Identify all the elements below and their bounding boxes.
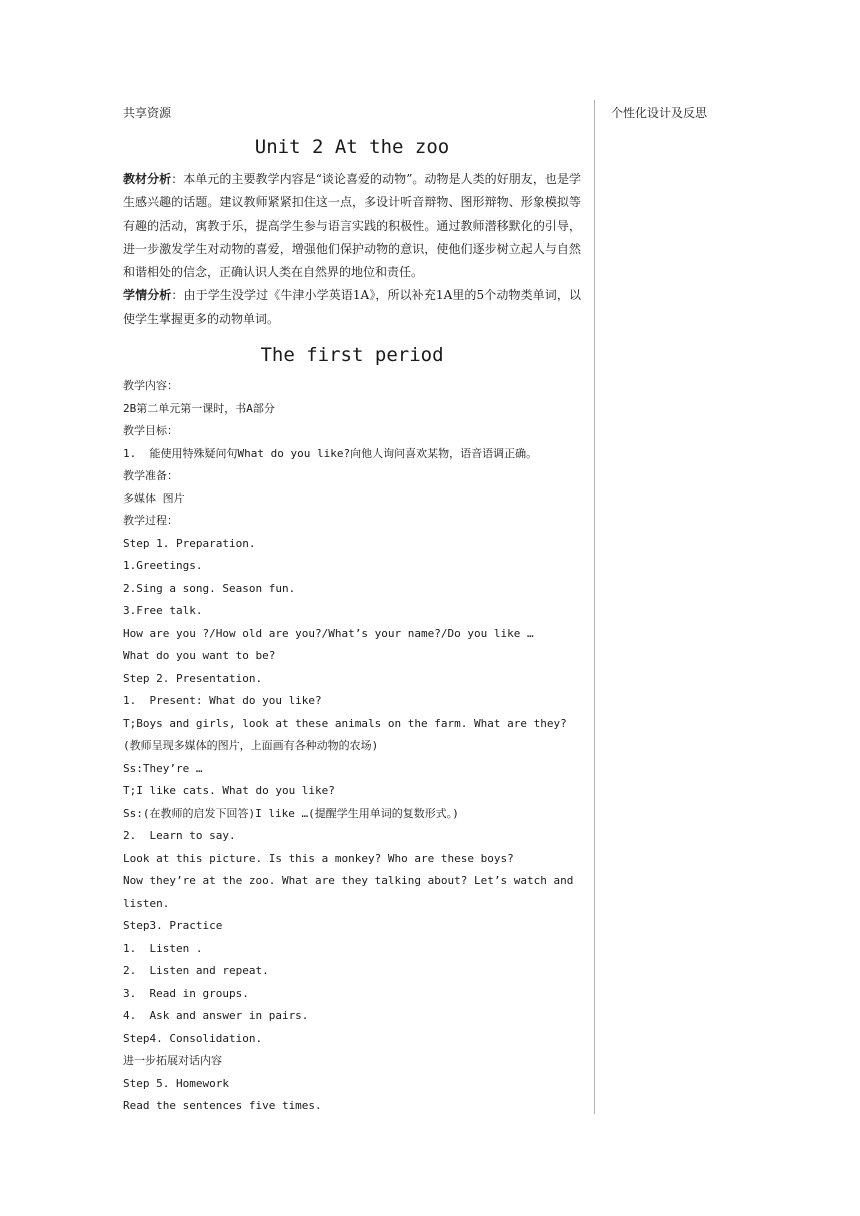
content-line: 2.Sing a song. Season fun. [123,581,296,595]
content-line: 2. Learn to say. [123,829,236,843]
content-line: 进一步拓展对话内容 [123,1054,222,1068]
content-line: 1. 能使用特殊疑问句What do you like?向他人询问喜欢某物，语音语调正确。 [123,446,538,460]
content-line: 教学准备： [123,469,178,483]
lesson-plan-column [123,104,581,1118]
content-line: What do you want to be? [123,649,276,663]
content-line: listen. [123,896,170,910]
content-line: Step 2. Presentation. [123,671,263,685]
students-analysis-text: ：由于学生没学过《牛津小学英语1A》，所以补充1A里的5个动物类单词，以使学生掌握更多的动物单词。 [123,288,581,326]
content-line: 3. Read in groups. [123,986,249,1000]
content-line: 1. Listen . [123,941,203,955]
content-line: Step3. Practice [123,919,223,933]
content-line: 教学目标： [123,424,178,438]
content-line: How are you ?/How old are you?/What’s your name?/Do you like … [123,626,534,640]
content-line: T;Boys and girls, look at these animals on the farm. What are they? [123,716,567,730]
content-line: 2B第二单元第一课时，书A部分 [123,401,275,415]
column-divider [594,100,595,1114]
content-line: Step4. Consolidation. [123,1031,263,1045]
content-line: Now they’re at the zoo. What are they talking about? Let’s watch and [123,874,574,888]
content-line: 1. Present: What do you like? [123,694,322,708]
lesson-content-lines [123,375,581,1118]
students-analysis-label: 学情分析 [123,288,172,303]
content-line: Look at this picture. Is this a monkey? Who are these boys? [123,851,514,865]
content-line: Ss:They’re … [123,761,203,775]
content-line: Read the sentences five times. [123,1099,322,1113]
content-line: 1.Greetings. [123,559,203,573]
content-line: Step 5. Homework [123,1076,229,1090]
content-line: 教学内容： [123,379,178,393]
materials-analysis [123,168,581,284]
content-line: 多媒体 图片 [123,491,185,505]
content-line: (教师呈现多媒体的图片，上面画有各种动物的农场) [123,739,379,753]
unit-title: Unit 2 At the zoo [254,136,450,158]
materials-analysis-label: 教材分析 [123,172,172,186]
content-line: Step 1. Preparation. [123,536,256,550]
content-line: 2. Listen and repeat. [123,964,269,978]
shared-resource-header: 共享资源 [123,106,172,120]
period-title: The first period [260,344,444,367]
content-line: 教学过程： [123,514,178,528]
students-analysis [123,284,581,331]
reflection-column-header: 个性化设计及反思 [611,106,708,120]
content-line: T;I like cats. What do you like? [123,784,335,798]
content-line: 3.Free talk. [123,604,203,618]
content-line: 4. Ask and answer in pairs. [123,1009,309,1023]
materials-analysis-text: ：本单元的主要教学内容是“谈论喜爱的动物”。动物是人类的好朋友，也是学生感兴趣的话题。建议教师紧紧扣住这一点，多设计听音辩物、图形辩物、形象模拟等有趣的活动，寓教于乐，提高学生参与语言实践的积极性。通过教师潜移默化的引导，进一步激发学生对动物的喜爱，增强他们保护动物的意识，使他们逐步树立起人与自然和谐相处的信念，正确认识人类在自然界的地位和责任。 [123,172,581,280]
content-line: Ss:(在教师的启发下回答)I like …(提醒学生用单词的复数形式。) [123,806,459,820]
